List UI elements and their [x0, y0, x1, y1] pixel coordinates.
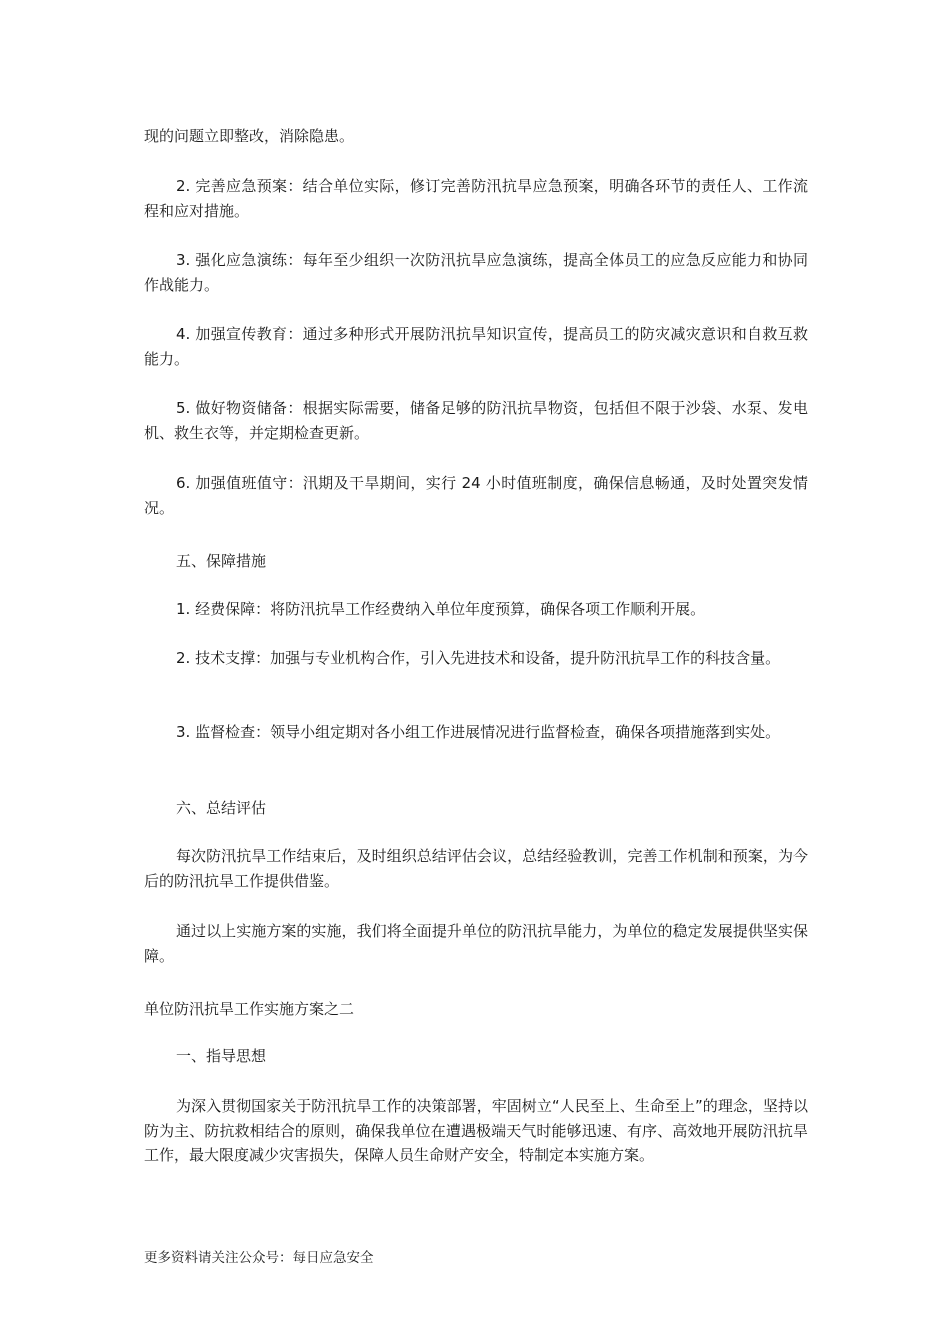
- paragraph-item-5: 5. 做好物资储备：根据实际需要，储备足够的防汛抗旱物资，包括但不限于沙袋、水泵、发电机、救生衣等，并定期检查更新。: [144, 399, 808, 442]
- section-heading-1: 一、指导思想: [176, 1047, 267, 1065]
- paragraph-measure-1: 1. 经费保障：将防汛抗旱工作经费纳入单位年度预算，确保各项工作顺利开展。: [176, 600, 706, 618]
- paragraph-guiding-thought: 为深入贯彻国家关于防汛抗旱工作的决策部署，牢固树立“人民至上、生命至上”的理念，坚持以防为主、防抗救相结合的原则，确保我单位在遭遇极端天气时能够迅速、有序、高效地开展防汛抗旱工作，最大限度减少灾害损失，保障人员生命财产安全，特制定本实施方案。: [144, 1097, 808, 1164]
- paragraph-item-2: 2. 完善应急预案：结合单位实际，修订完善防汛抗旱应急预案，明确各环节的责任人、工作流程和应对措施。: [144, 177, 808, 220]
- paragraph-continuation: 现的问题立即整改，消除隐患。: [144, 127, 355, 145]
- footer-note: 更多资料请关注公众号：每日应急安全: [144, 1250, 374, 1266]
- paragraph-summary: 每次防汛抗旱工作结束后，及时组织总结评估会议，总结经验教训，完善工作机制和预案，为今后的防汛抗旱工作提供借鉴。: [144, 847, 808, 890]
- paragraph-conclusion: 通过以上实施方案的实施，我们将全面提升单位的防汛抗旱能力，为单位的稳定发展提供坚实保障。: [144, 922, 808, 965]
- paragraph-item-4: 4. 加强宣传教育：通过多种形式开展防汛抗旱知识宣传，提高员工的防灾减灾意识和自救互救能力。: [144, 325, 808, 368]
- paragraph-item-6: 6. 加强值班值守：汛期及干旱期间，实行 24 小时值班制度，确保信息畅通，及时处置突发情况。: [144, 474, 808, 517]
- section-heading-5: 五、保障措施: [176, 552, 267, 570]
- document-subtitle: 单位防汛抗旱工作实施方案之二: [144, 1000, 355, 1018]
- paragraph-measure-2: 2. 技术支撑：加强与专业机构合作，引入先进技术和设备，提升防汛抗旱工作的科技含量。: [176, 649, 781, 667]
- paragraph-item-3: 3. 强化应急演练：每年至少组织一次防汛抗旱应急演练，提高全体员工的应急反应能力和协同作战能力。: [144, 251, 808, 294]
- section-heading-6: 六、总结评估: [176, 799, 267, 817]
- paragraph-measure-3: 3. 监督检查：领导小组定期对各小组工作进展情况进行监督检查，确保各项措施落到实处。: [176, 723, 781, 741]
